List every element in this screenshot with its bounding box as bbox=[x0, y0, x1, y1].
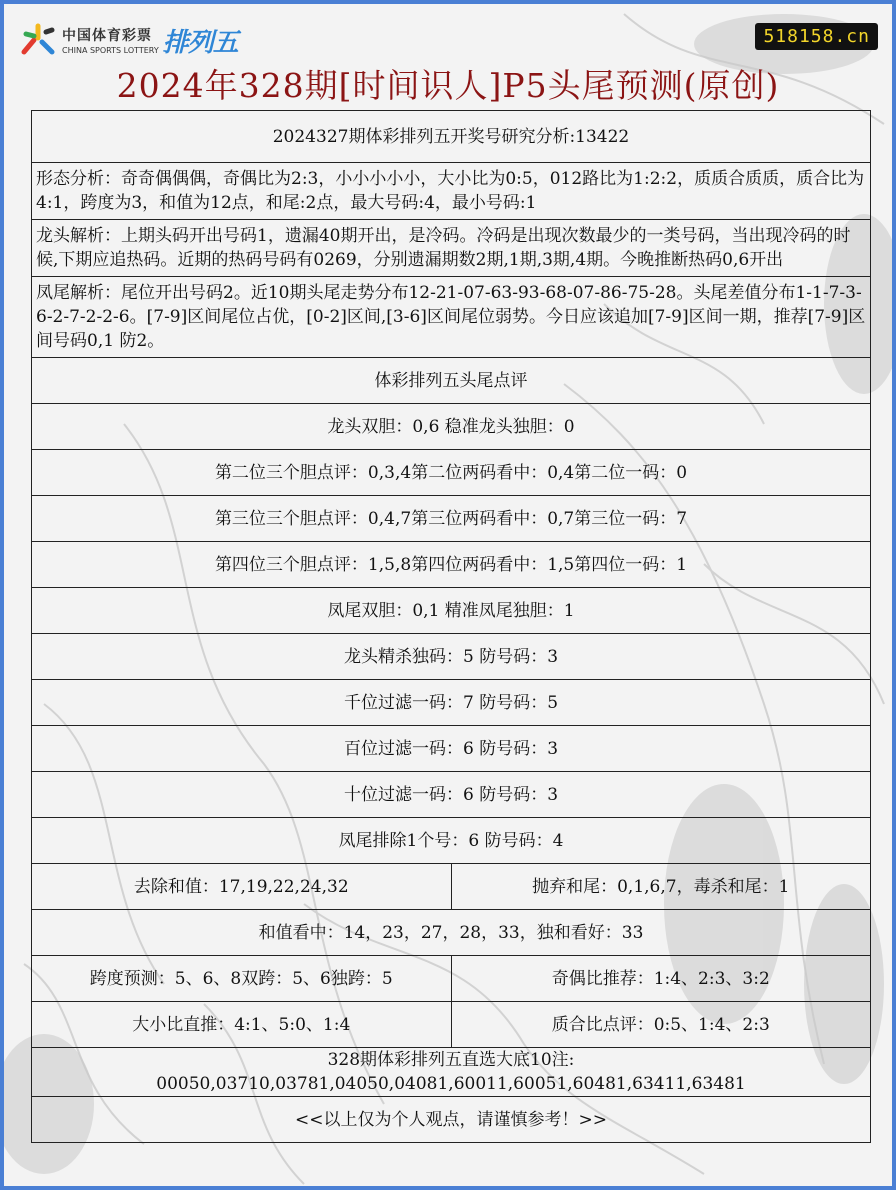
prime-composite-ratio: 质合比点评：0:5、1:4、2:3 bbox=[451, 1002, 871, 1048]
header bbox=[4, 4, 892, 110]
big-small-ratio: 大小比直推：4:1、5:0、1:4 bbox=[32, 1002, 452, 1048]
disclaimer-footer: <<以上仅为个人观点，请谨慎参考！>> bbox=[32, 1097, 871, 1143]
review-row: 凤尾排除1个号：6 防号码：4 bbox=[32, 818, 871, 864]
logo-en: CHINA SPORTS LOTTERY bbox=[62, 46, 159, 55]
base-numbers-list: 00050,03710,03781,04050,04081,60011,60051,60481,63411,63481 bbox=[156, 1074, 746, 1094]
logo-text-block bbox=[62, 25, 159, 55]
analysis-heading: 2024327期体彩排列五开奖号研究分析:13422 bbox=[32, 111, 871, 163]
form-analysis: 形态分析：奇奇偶偶偶，奇偶比为2:3，小小小小小，大小比为0:5，012路比为1:2:2，质质合质质，质合比为4:1，跨度为3，和值为12点，和尾:2点，最大号码:4，最小号码:1 bbox=[32, 163, 871, 220]
logo-brand: 排列五 bbox=[162, 27, 238, 58]
table-row bbox=[32, 111, 871, 163]
table-row bbox=[32, 404, 871, 450]
table-row bbox=[32, 1002, 871, 1048]
review-row: 凤尾双胆：0,1 精准凤尾独胆：1 bbox=[32, 588, 871, 634]
table-row bbox=[32, 910, 871, 956]
head-analysis: 龙头解析：上期头码开出号码1，遗漏40期开出，是冷码。冷码是出现次数最少的一类号码，当出现冷码的时候,下期应追热码。近期的热码号码有0269，分别遗漏期数2期,1期,3期,4期。今晚推断热码0,6开出 bbox=[32, 220, 871, 277]
span-prediction: 跨度预测：5、6、8双跨：5、6独跨：5 bbox=[32, 956, 452, 1002]
table-row bbox=[32, 1048, 871, 1097]
table-row bbox=[32, 680, 871, 726]
review-row: 龙头双胆：0,6 稳准龙头独胆：0 bbox=[32, 404, 871, 450]
base-numbers-cell bbox=[32, 1048, 871, 1097]
base-numbers-title: 328期体彩排列五直选大底10注: bbox=[327, 1050, 575, 1070]
sum-pick: 和值看中：14，23，27，28，33，独和看好：33 bbox=[32, 910, 871, 956]
table-row bbox=[32, 726, 871, 772]
review-row: 百位过滤一码：6 防号码：3 bbox=[32, 726, 871, 772]
table-row bbox=[32, 818, 871, 864]
review-row: 第二位三个胆点评：0,3,4第二位两码看中：0,4第二位一码：0 bbox=[32, 450, 871, 496]
tail-analysis: 凤尾解析：尾位开出号码2。近10期头尾走势分布12-21-07-63-93-68-07-86-75-28。头尾差值分布1-1-7-3-6-2-7-2-2-6。[7-9]区间尾位占优，[0-2]区间,[3-6]区间尾位弱势。今日应该追加[7-9]区间一期，推荐[7-9]区间号码0,1 防2。 bbox=[32, 277, 871, 358]
table-row bbox=[32, 956, 871, 1002]
logo-cn: 中国体育彩票 bbox=[62, 28, 152, 44]
review-heading: 体彩排列五头尾点评 bbox=[32, 358, 871, 404]
table-row bbox=[32, 277, 871, 358]
site-badge[interactable]: 518158.cn bbox=[755, 23, 878, 50]
page-title: 2024年328期[时间识人]P5头尾预测(原创) bbox=[116, 66, 780, 105]
table-row bbox=[32, 496, 871, 542]
review-row: 龙头精杀独码：5 防号码：3 bbox=[32, 634, 871, 680]
table-row bbox=[32, 1097, 871, 1143]
table-row bbox=[32, 220, 871, 277]
sum-exclude: 去除和值：17,19,22,24,32 bbox=[32, 864, 452, 910]
table-row bbox=[32, 772, 871, 818]
review-row: 千位过滤一码：7 防号码：5 bbox=[32, 680, 871, 726]
review-row: 第四位三个胆点评：1,5,8第四位两码看中：1,5第四位一码：1 bbox=[32, 542, 871, 588]
odd-even-ratio: 奇偶比推荐：1:4、2:3、3:2 bbox=[451, 956, 871, 1002]
table-row bbox=[32, 864, 871, 910]
lottery-logo-icon bbox=[20, 22, 56, 58]
tail-exclude: 抛弃和尾：0,1,6,7，毒杀和尾：1 bbox=[451, 864, 871, 910]
table-row bbox=[32, 634, 871, 680]
table-row bbox=[32, 163, 871, 220]
table-row bbox=[32, 358, 871, 404]
table-row bbox=[32, 450, 871, 496]
table-row bbox=[32, 542, 871, 588]
review-row: 十位过滤一码：6 防号码：3 bbox=[32, 772, 871, 818]
lottery-logo bbox=[20, 20, 238, 60]
table-row bbox=[32, 588, 871, 634]
prediction-table bbox=[31, 110, 871, 1143]
review-row: 第三位三个胆点评：0,4,7第三位两码看中：0,7第三位一码：7 bbox=[32, 496, 871, 542]
